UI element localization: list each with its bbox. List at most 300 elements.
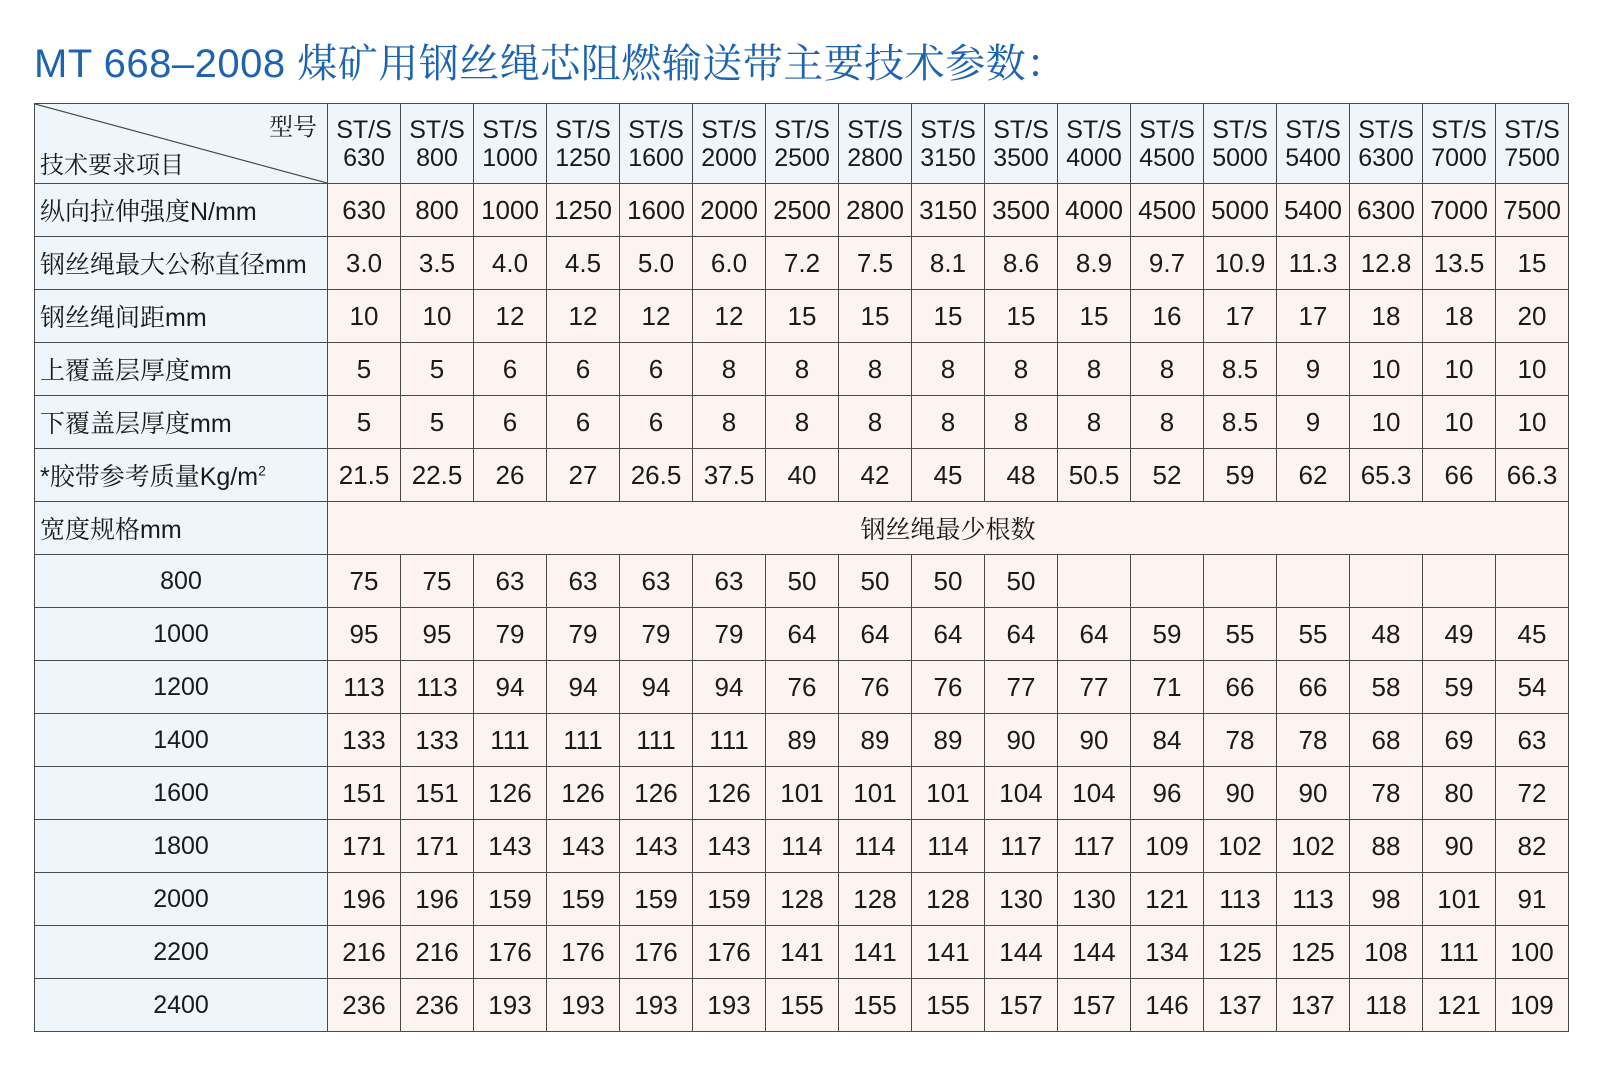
param-value-cell: 5.0: [620, 237, 693, 290]
model-prefix: ST/S: [701, 115, 757, 144]
model-header-cell: [474, 104, 547, 184]
rope-count-cell: 193: [620, 979, 693, 1032]
param-value-cell: 10.9: [1204, 237, 1277, 290]
rope-count-cell: 171: [401, 820, 474, 873]
param-value-cell: 10: [1423, 343, 1496, 396]
rope-count-cell: 68: [1350, 714, 1423, 767]
rope-count-cell: 176: [693, 926, 766, 979]
rope-count-cell: 94: [693, 661, 766, 714]
param-value-cell: 15: [985, 290, 1058, 343]
rope-count-cell: 114: [912, 820, 985, 873]
param-value-cell: 8: [1131, 396, 1204, 449]
rope-count-cell: 128: [839, 873, 912, 926]
rope-count-cell: 111: [474, 714, 547, 767]
param-value-cell: 15: [1496, 237, 1569, 290]
rope-count-cell: 114: [839, 820, 912, 873]
min-rope-count-header: 钢丝绳最少根数: [328, 502, 1569, 555]
param-row: [35, 290, 1569, 343]
rope-count-cell: 72: [1496, 767, 1569, 820]
model-prefix: ST/S: [774, 115, 830, 144]
rope-count-cell: 95: [401, 608, 474, 661]
model-prefix: ST/S: [993, 115, 1049, 144]
param-value-cell: 3500: [985, 184, 1058, 237]
model-header-cell: [1204, 104, 1277, 184]
rope-count-cell: 78: [1277, 714, 1350, 767]
model-header-cell: [328, 104, 401, 184]
param-label: 钢丝绳最大公称直径mm: [40, 251, 307, 279]
rope-count-cell: 143: [693, 820, 766, 873]
param-value-cell: 5: [328, 396, 401, 449]
rope-count-cell: 114: [766, 820, 839, 873]
rope-count-cell: 69: [1423, 714, 1496, 767]
param-value-cell: 8: [912, 396, 985, 449]
rope-count-cell: 45: [1496, 608, 1569, 661]
param-value-cell: 10: [401, 290, 474, 343]
model-number: 7500: [1504, 143, 1560, 172]
rope-count-cell: 236: [401, 979, 474, 1032]
page-title: MT 668–2008 煤矿用钢丝绳芯阻燃输送带主要技术参数：: [34, 42, 1067, 86]
model-number: 630: [343, 143, 385, 172]
model-number: 800: [416, 143, 458, 172]
model-header-cell: [985, 104, 1058, 184]
rope-count-cell: 59: [1423, 661, 1496, 714]
rope-count-cell: 159: [474, 873, 547, 926]
rope-count-cell: 146: [1131, 979, 1204, 1032]
rope-count-cell: 50: [985, 555, 1058, 608]
param-row: [35, 184, 1569, 237]
rope-count-cell: 141: [912, 926, 985, 979]
param-value-cell: 22.5: [401, 449, 474, 502]
width-value-cell: 1200: [35, 661, 328, 714]
param-value-cell: 8: [839, 396, 912, 449]
header-row: [35, 104, 1569, 184]
model-number: 2500: [774, 143, 830, 172]
param-value-cell: 8: [912, 343, 985, 396]
param-value-cell: 3.5: [401, 237, 474, 290]
param-value-cell: 8: [766, 343, 839, 396]
param-value-cell: 45: [912, 449, 985, 502]
rope-count-cell: 113: [328, 661, 401, 714]
rope-count-cell: 77: [985, 661, 1058, 714]
rope-count-cell: 193: [547, 979, 620, 1032]
rope-count-cell: 128: [766, 873, 839, 926]
width-value-cell: 2200: [35, 926, 328, 979]
rope-count-cell: 63: [1496, 714, 1569, 767]
rope-count-cell: 94: [474, 661, 547, 714]
width-row: [35, 767, 1569, 820]
rope-count-cell: 50: [839, 555, 912, 608]
param-value-cell: 12: [620, 290, 693, 343]
rope-count-cell: 130: [1058, 873, 1131, 926]
rope-count-cell: 193: [693, 979, 766, 1032]
param-value-cell: 3150: [912, 184, 985, 237]
rope-count-cell: 137: [1204, 979, 1277, 1032]
width-value-cell: 1800: [35, 820, 328, 873]
param-label-cell: [35, 290, 328, 343]
model-prefix: ST/S: [847, 115, 903, 144]
model-number: 6300: [1358, 143, 1414, 172]
model-number: 1600: [628, 143, 684, 172]
param-value-cell: 26.5: [620, 449, 693, 502]
param-row: [35, 237, 1569, 290]
width-header-row: [35, 502, 1569, 555]
width-row: [35, 661, 1569, 714]
rope-count-cell: 128: [912, 873, 985, 926]
rope-count-cell: 141: [839, 926, 912, 979]
param-value-cell: 66: [1423, 449, 1496, 502]
rope-count-cell: 155: [912, 979, 985, 1032]
rope-count-cell: 79: [474, 608, 547, 661]
param-value-cell: 1600: [620, 184, 693, 237]
param-value-cell: 9: [1277, 343, 1350, 396]
param-label: 纵向拉伸强度N/mm: [40, 198, 257, 226]
rope-count-cell: 113: [401, 661, 474, 714]
param-value-cell: 4.5: [547, 237, 620, 290]
param-value-cell: 6: [547, 396, 620, 449]
model-prefix: ST/S: [1212, 115, 1268, 144]
rope-count-cell: 76: [912, 661, 985, 714]
rope-count-cell: 58: [1350, 661, 1423, 714]
rope-count-cell: 104: [985, 767, 1058, 820]
rope-count-cell: 90: [1277, 767, 1350, 820]
rope-count-cell: 50: [766, 555, 839, 608]
model-header-cell: [912, 104, 985, 184]
param-value-cell: 6: [620, 396, 693, 449]
rope-count-cell: 196: [328, 873, 401, 926]
param-value-cell: 8: [985, 343, 1058, 396]
rope-count-cell: 79: [547, 608, 620, 661]
param-value-cell: 8.5: [1204, 343, 1277, 396]
param-label-cell: [35, 343, 328, 396]
rope-count-cell: 126: [474, 767, 547, 820]
rope-count-cell: 133: [328, 714, 401, 767]
param-value-cell: 50.5: [1058, 449, 1131, 502]
model-header-label: 型号: [269, 114, 317, 141]
model-number: 2800: [847, 143, 903, 172]
rope-count-cell: 196: [401, 873, 474, 926]
rope-count-cell: 176: [620, 926, 693, 979]
rope-count-cell: 66: [1204, 661, 1277, 714]
rope-count-cell: 144: [985, 926, 1058, 979]
rope-count-cell: 79: [620, 608, 693, 661]
rope-count-cell: 125: [1204, 926, 1277, 979]
param-label-cell: [35, 184, 328, 237]
rope-count-cell: 94: [547, 661, 620, 714]
rope-count-cell: 48: [1350, 608, 1423, 661]
rope-count-cell: 157: [985, 979, 1058, 1032]
rope-count-cell: 59: [1131, 608, 1204, 661]
param-value-cell: 8: [766, 396, 839, 449]
rope-count-cell: 80: [1423, 767, 1496, 820]
rope-count-cell: 64: [766, 608, 839, 661]
param-label-cell: [35, 237, 328, 290]
param-value-cell: 8: [1131, 343, 1204, 396]
model-prefix: ST/S: [1431, 115, 1487, 144]
model-number: 4000: [1066, 143, 1122, 172]
model-prefix: ST/S: [1358, 115, 1414, 144]
rope-count-cell: 89: [839, 714, 912, 767]
rope-count-cell: 64: [1058, 608, 1131, 661]
param-value-cell: 26: [474, 449, 547, 502]
param-value-cell: 10: [1496, 343, 1569, 396]
width-value-cell: 800: [35, 555, 328, 608]
param-value-cell: 40: [766, 449, 839, 502]
rope-count-cell: 91: [1496, 873, 1569, 926]
rope-count-cell: 82: [1496, 820, 1569, 873]
rope-count-cell: [1058, 555, 1131, 608]
rope-count-cell: 101: [1423, 873, 1496, 926]
model-header-cell: [1131, 104, 1204, 184]
rope-count-cell: 89: [912, 714, 985, 767]
model-prefix: ST/S: [1066, 115, 1122, 144]
rope-count-cell: 63: [474, 555, 547, 608]
param-value-cell: 62: [1277, 449, 1350, 502]
model-header-cell: [839, 104, 912, 184]
model-header-cell: [1423, 104, 1496, 184]
rope-count-cell: 111: [620, 714, 693, 767]
model-header-cell: [620, 104, 693, 184]
param-value-cell: 9.7: [1131, 237, 1204, 290]
rope-count-cell: 159: [693, 873, 766, 926]
rope-count-cell: 137: [1277, 979, 1350, 1032]
rope-count-cell: 63: [620, 555, 693, 608]
rope-count-cell: 108: [1350, 926, 1423, 979]
param-value-cell: 10: [1350, 396, 1423, 449]
model-prefix: ST/S: [920, 115, 976, 144]
rope-count-cell: 159: [547, 873, 620, 926]
param-value-cell: 65.3: [1350, 449, 1423, 502]
param-value-cell: 10: [328, 290, 401, 343]
diagonal-header-cell: [35, 104, 328, 184]
width-header-label: 宽度规格mm: [35, 502, 328, 555]
param-value-cell: 21.5: [328, 449, 401, 502]
rope-count-cell: 101: [839, 767, 912, 820]
param-value-cell: 20: [1496, 290, 1569, 343]
param-value-cell: 18: [1423, 290, 1496, 343]
model-prefix: ST/S: [482, 115, 538, 144]
rope-count-cell: 109: [1131, 820, 1204, 873]
param-value-cell: 15: [912, 290, 985, 343]
param-value-cell: 1250: [547, 184, 620, 237]
rope-count-cell: 155: [766, 979, 839, 1032]
rope-count-cell: 79: [693, 608, 766, 661]
rope-count-cell: 76: [839, 661, 912, 714]
model-number: 4500: [1139, 143, 1195, 172]
rope-count-cell: 77: [1058, 661, 1131, 714]
param-value-cell: 59: [1204, 449, 1277, 502]
rope-count-cell: 236: [328, 979, 401, 1032]
rope-count-cell: 49: [1423, 608, 1496, 661]
param-label-cell: [35, 396, 328, 449]
rope-count-cell: 134: [1131, 926, 1204, 979]
model-number: 3500: [993, 143, 1049, 172]
param-value-cell: 8.9: [1058, 237, 1131, 290]
rope-count-cell: 111: [693, 714, 766, 767]
param-value-cell: 10: [1350, 343, 1423, 396]
width-value-cell: 1400: [35, 714, 328, 767]
rope-count-cell: 143: [474, 820, 547, 873]
rope-count-cell: 55: [1204, 608, 1277, 661]
model-header-cell: [1350, 104, 1423, 184]
param-value-cell: 66.3: [1496, 449, 1569, 502]
rope-count-cell: 171: [328, 820, 401, 873]
model-number: 5400: [1285, 143, 1341, 172]
param-value-cell: 2500: [766, 184, 839, 237]
param-value-cell: 5: [401, 343, 474, 396]
model-number: 7000: [1431, 143, 1487, 172]
param-value-cell: 6: [547, 343, 620, 396]
model-prefix: ST/S: [409, 115, 465, 144]
param-value-cell: 8.1: [912, 237, 985, 290]
param-value-cell: 2800: [839, 184, 912, 237]
param-value-cell: 6.0: [693, 237, 766, 290]
param-value-cell: 27: [547, 449, 620, 502]
spec-table: [34, 103, 1569, 1032]
param-value-cell: 17: [1204, 290, 1277, 343]
param-value-cell: 5000: [1204, 184, 1277, 237]
rope-count-cell: 54: [1496, 661, 1569, 714]
rope-count-cell: [1277, 555, 1350, 608]
param-value-cell: 5400: [1277, 184, 1350, 237]
rope-count-cell: 64: [985, 608, 1058, 661]
param-value-cell: 3.0: [328, 237, 401, 290]
width-value-cell: 1600: [35, 767, 328, 820]
rope-count-cell: 98: [1350, 873, 1423, 926]
param-value-cell: 15: [839, 290, 912, 343]
rope-count-cell: 126: [547, 767, 620, 820]
rope-count-cell: 113: [1204, 873, 1277, 926]
param-row: [35, 343, 1569, 396]
model-prefix: ST/S: [1139, 115, 1195, 144]
param-value-cell: 4500: [1131, 184, 1204, 237]
rope-count-cell: 64: [912, 608, 985, 661]
param-value-cell: 8: [985, 396, 1058, 449]
rope-count-cell: 133: [401, 714, 474, 767]
param-value-cell: 9: [1277, 396, 1350, 449]
param-value-cell: 6: [620, 343, 693, 396]
rope-count-cell: [1131, 555, 1204, 608]
rope-count-cell: 64: [839, 608, 912, 661]
param-value-cell: 12.8: [1350, 237, 1423, 290]
rope-count-cell: 121: [1423, 979, 1496, 1032]
rope-count-cell: 151: [401, 767, 474, 820]
rope-count-cell: 89: [766, 714, 839, 767]
param-value-cell: 5: [401, 396, 474, 449]
rope-count-cell: 55: [1277, 608, 1350, 661]
rope-count-cell: 88: [1350, 820, 1423, 873]
rope-count-cell: [1423, 555, 1496, 608]
rope-count-cell: 216: [401, 926, 474, 979]
rope-count-cell: 95: [328, 608, 401, 661]
rope-count-cell: 76: [766, 661, 839, 714]
width-value-cell: 2000: [35, 873, 328, 926]
param-value-cell: 17: [1277, 290, 1350, 343]
rope-count-cell: 121: [1131, 873, 1204, 926]
rope-count-cell: 157: [1058, 979, 1131, 1032]
param-value-cell: 15: [766, 290, 839, 343]
param-label: 上覆盖层厚度mm: [40, 357, 232, 385]
rope-count-cell: 126: [620, 767, 693, 820]
model-prefix: ST/S: [1504, 115, 1560, 144]
rope-count-cell: [1204, 555, 1277, 608]
rope-count-cell: 130: [985, 873, 1058, 926]
rope-count-cell: 90: [1204, 767, 1277, 820]
param-value-cell: 7.2: [766, 237, 839, 290]
param-value-cell: 15: [1058, 290, 1131, 343]
model-prefix: ST/S: [1285, 115, 1341, 144]
rope-count-cell: 90: [985, 714, 1058, 767]
param-value-cell: 1000: [474, 184, 547, 237]
rope-count-cell: 104: [1058, 767, 1131, 820]
rope-count-cell: 102: [1204, 820, 1277, 873]
requirement-header-label: 技术要求项目: [40, 152, 184, 179]
width-row: [35, 979, 1569, 1032]
param-value-cell: 8: [839, 343, 912, 396]
model-prefix: ST/S: [555, 115, 611, 144]
param-label: 钢丝绳间距mm: [40, 304, 207, 332]
model-header-cell: [1058, 104, 1131, 184]
rope-count-cell: 126: [693, 767, 766, 820]
rope-count-cell: 111: [1423, 926, 1496, 979]
rope-count-cell: 75: [328, 555, 401, 608]
rope-count-cell: 159: [620, 873, 693, 926]
rope-count-cell: 78: [1204, 714, 1277, 767]
param-value-cell: 8.5: [1204, 396, 1277, 449]
rope-count-cell: 216: [328, 926, 401, 979]
rope-count-cell: 117: [985, 820, 1058, 873]
rope-count-cell: 50: [912, 555, 985, 608]
param-value-cell: 12: [547, 290, 620, 343]
rope-count-cell: 66: [1277, 661, 1350, 714]
rope-count-cell: 100: [1496, 926, 1569, 979]
param-value-cell: 37.5: [693, 449, 766, 502]
rope-count-cell: 101: [912, 767, 985, 820]
rope-count-cell: 151: [328, 767, 401, 820]
rope-count-cell: 84: [1131, 714, 1204, 767]
rope-count-cell: 94: [620, 661, 693, 714]
rope-count-cell: [1496, 555, 1569, 608]
param-value-cell: 4.0: [474, 237, 547, 290]
rope-count-cell: 155: [839, 979, 912, 1032]
rope-count-cell: 193: [474, 979, 547, 1032]
param-value-cell: 11.3: [1277, 237, 1350, 290]
rope-count-cell: 71: [1131, 661, 1204, 714]
param-value-cell: 800: [401, 184, 474, 237]
param-label-superscript: 2: [258, 462, 266, 479]
rope-count-cell: 118: [1350, 979, 1423, 1032]
rope-count-cell: 78: [1350, 767, 1423, 820]
rope-count-cell: 102: [1277, 820, 1350, 873]
rope-count-cell: 63: [547, 555, 620, 608]
param-value-cell: 5: [328, 343, 401, 396]
width-row: [35, 555, 1569, 608]
param-value-cell: 12: [474, 290, 547, 343]
param-value-cell: 6: [474, 343, 547, 396]
param-row: [35, 396, 1569, 449]
param-label: 下覆盖层厚度mm: [40, 410, 232, 438]
rope-count-cell: 143: [547, 820, 620, 873]
param-label-cell: [35, 449, 328, 502]
rope-count-cell: 75: [401, 555, 474, 608]
param-value-cell: 6300: [1350, 184, 1423, 237]
width-value-cell: 2400: [35, 979, 328, 1032]
param-value-cell: 42: [839, 449, 912, 502]
rope-count-cell: 111: [547, 714, 620, 767]
param-label: *胶带参考质量Kg/m: [40, 463, 259, 491]
param-value-cell: 8: [1058, 396, 1131, 449]
model-header-cell: [1496, 104, 1569, 184]
model-prefix: ST/S: [336, 115, 392, 144]
